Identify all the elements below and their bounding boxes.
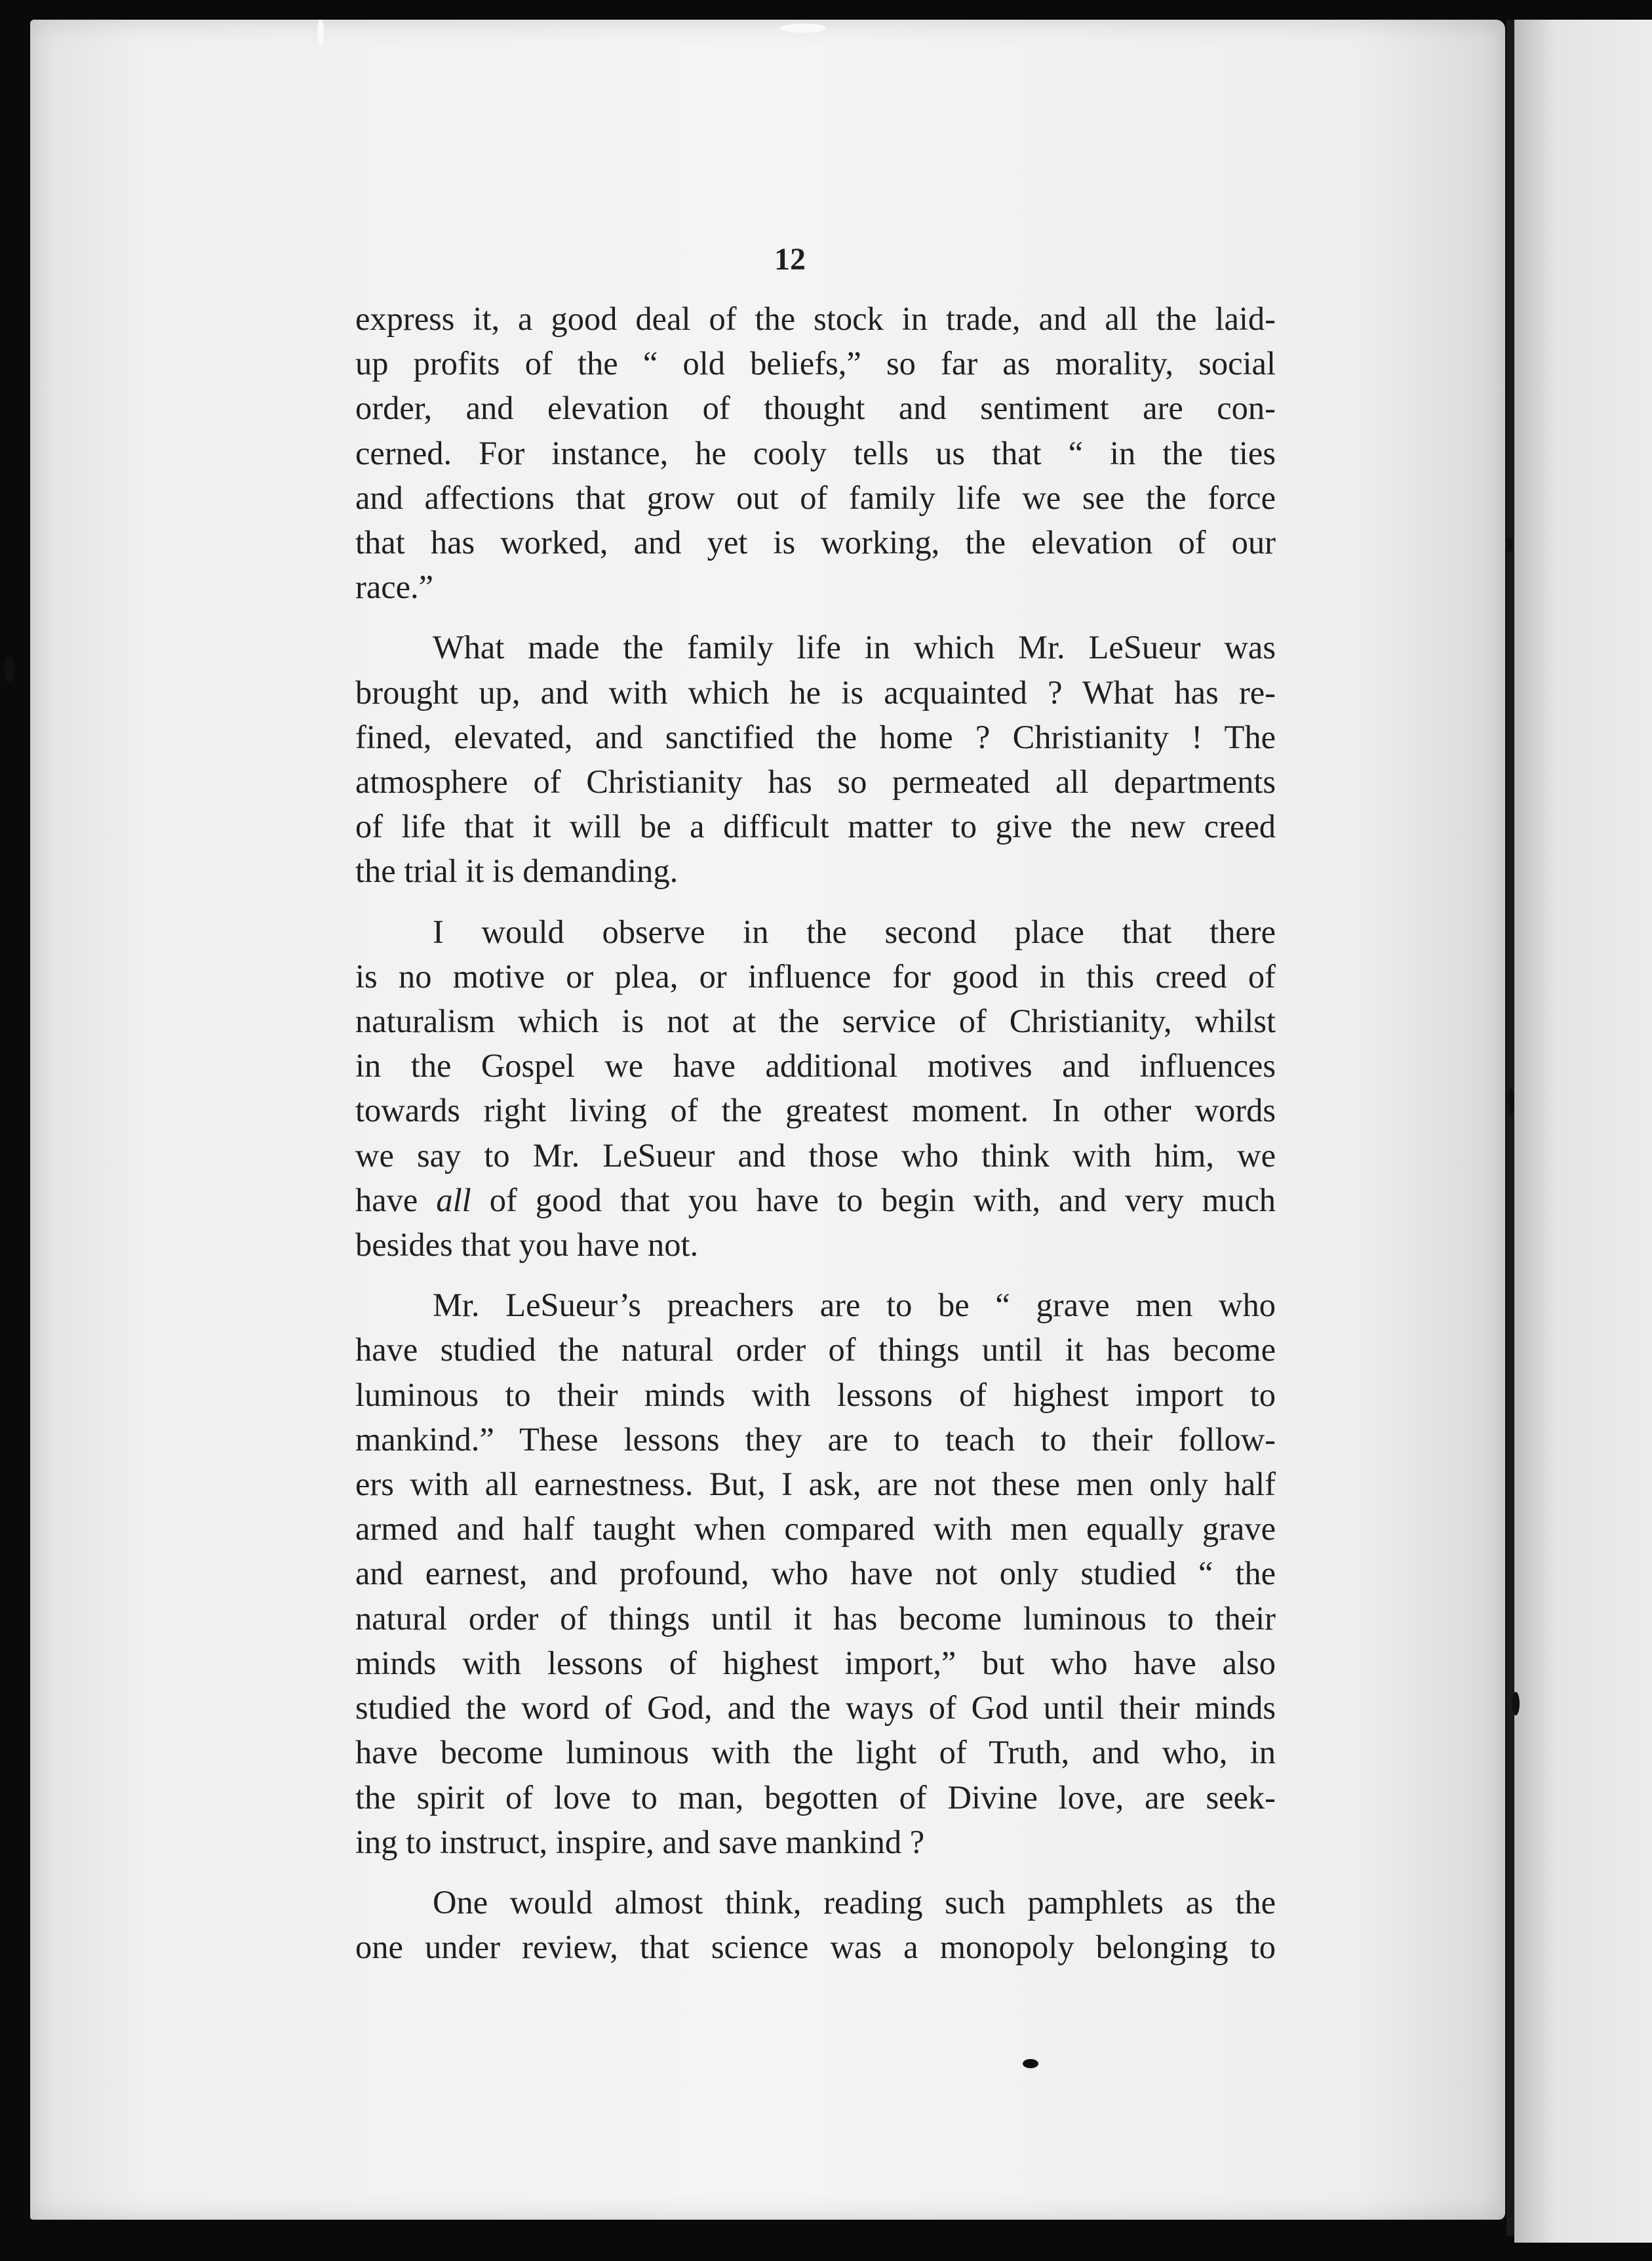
text-line: besides that you have not. [355, 1226, 699, 1264]
text-line: express it, a good deal of the stock in trade, and all the laid- [355, 300, 1276, 337]
text-line: and earnest, and profound, who have not only studied “ the [355, 1555, 1276, 1592]
paragraph [355, 625, 1276, 893]
text-line: we say to Mr. LeSueur and those who think with him, we [355, 1136, 1276, 1174]
paragraph [355, 296, 1276, 609]
text-line: armed and half taught when compared with men equally grave [355, 1510, 1276, 1548]
text-line: of life that it will be a difficult matter to give the new creed [355, 808, 1276, 845]
text-line: race.” [355, 569, 434, 606]
scan-artifact [317, 20, 324, 46]
scan-artifact [1505, 538, 1513, 552]
adjacent-page-edge [1514, 20, 1652, 2243]
paragraph [355, 1283, 1276, 1864]
text-line: studied the word of God, and the ways of God until their minds [355, 1689, 1276, 1727]
text-line: is no motive or plea, or influence for good in this creed of [355, 957, 1276, 995]
text-line: One would almost think, reading such pamphlets as the [433, 1883, 1276, 1921]
page-number: 12 [774, 242, 806, 277]
text-line: mankind.” These lessons they are to teach to their follow- [355, 1420, 1276, 1458]
text-line: ing to instruct, inspire, and save mankind ? [355, 1823, 925, 1860]
scan-artifact [1508, 1089, 1514, 1115]
paragraph [355, 1880, 1276, 1969]
text-line: ers with all earnestness. But, I ask, are not these men only half [355, 1466, 1276, 1503]
scan-artifact [1023, 2059, 1038, 2068]
page-gutter [1506, 20, 1514, 2236]
text-line: in the Gospel we have additional motives and influences [355, 1047, 1276, 1085]
text-line: the spirit of love to man, begotten of Divine love, are seek- [355, 1778, 1276, 1816]
paragraph [355, 910, 1276, 1268]
text-line: cerned. For instance, he cooly tells us that “ in the ties [355, 434, 1276, 471]
text-line: natural order of things until it has become luminous to their [355, 1599, 1276, 1637]
text-line: have studied the natural order of things until it has become [355, 1331, 1276, 1369]
body-text [355, 296, 1276, 1985]
text-line: fined, elevated, and sanctified the home ? Christianity ! The [355, 718, 1276, 755]
scan-artifact [780, 24, 826, 33]
text-line: atmosphere of Christianity has so permeated all departments [355, 763, 1276, 801]
text-line: that has worked, and yet is working, the elevation of our [355, 524, 1276, 561]
text-line: order, and elevation of thought and sentiment are con- [355, 390, 1276, 427]
text-line: the trial it is demanding. [355, 852, 678, 890]
text-line: I would observe in the second place that there [433, 913, 1276, 950]
text-line: brought up, and with which he is acquainted ? What has re- [355, 673, 1276, 711]
text-line: towards right living of the greatest moment. In other words [355, 1092, 1276, 1129]
text-line: have all of good that you have to begin with, and very much [355, 1181, 1276, 1218]
text-line: up profits of the “ old beliefs,” so far as morality, social [355, 345, 1276, 382]
scan-artifact [4, 656, 14, 682]
text-line: What made the family life in which Mr. LeSueur was [433, 629, 1276, 666]
text-line: luminous to their minds with lessons of highest import to [355, 1376, 1276, 1413]
text-line: have become luminous with the light of Truth, and who, in [355, 1734, 1276, 1771]
text-line: naturalism which is not at the service of Christianity, whilst [355, 1003, 1276, 1040]
text-line: Mr. LeSueur’s preachers are to be “ grave men who [433, 1287, 1276, 1324]
text-line: and affections that grow out of family life we see the force [355, 479, 1276, 516]
scan-artifact [1512, 1692, 1520, 1715]
text-line: one under review, that science was a monopoly belonging to [355, 1929, 1276, 1966]
text-line: minds with lessons of highest import,” but who have also [355, 1644, 1276, 1681]
